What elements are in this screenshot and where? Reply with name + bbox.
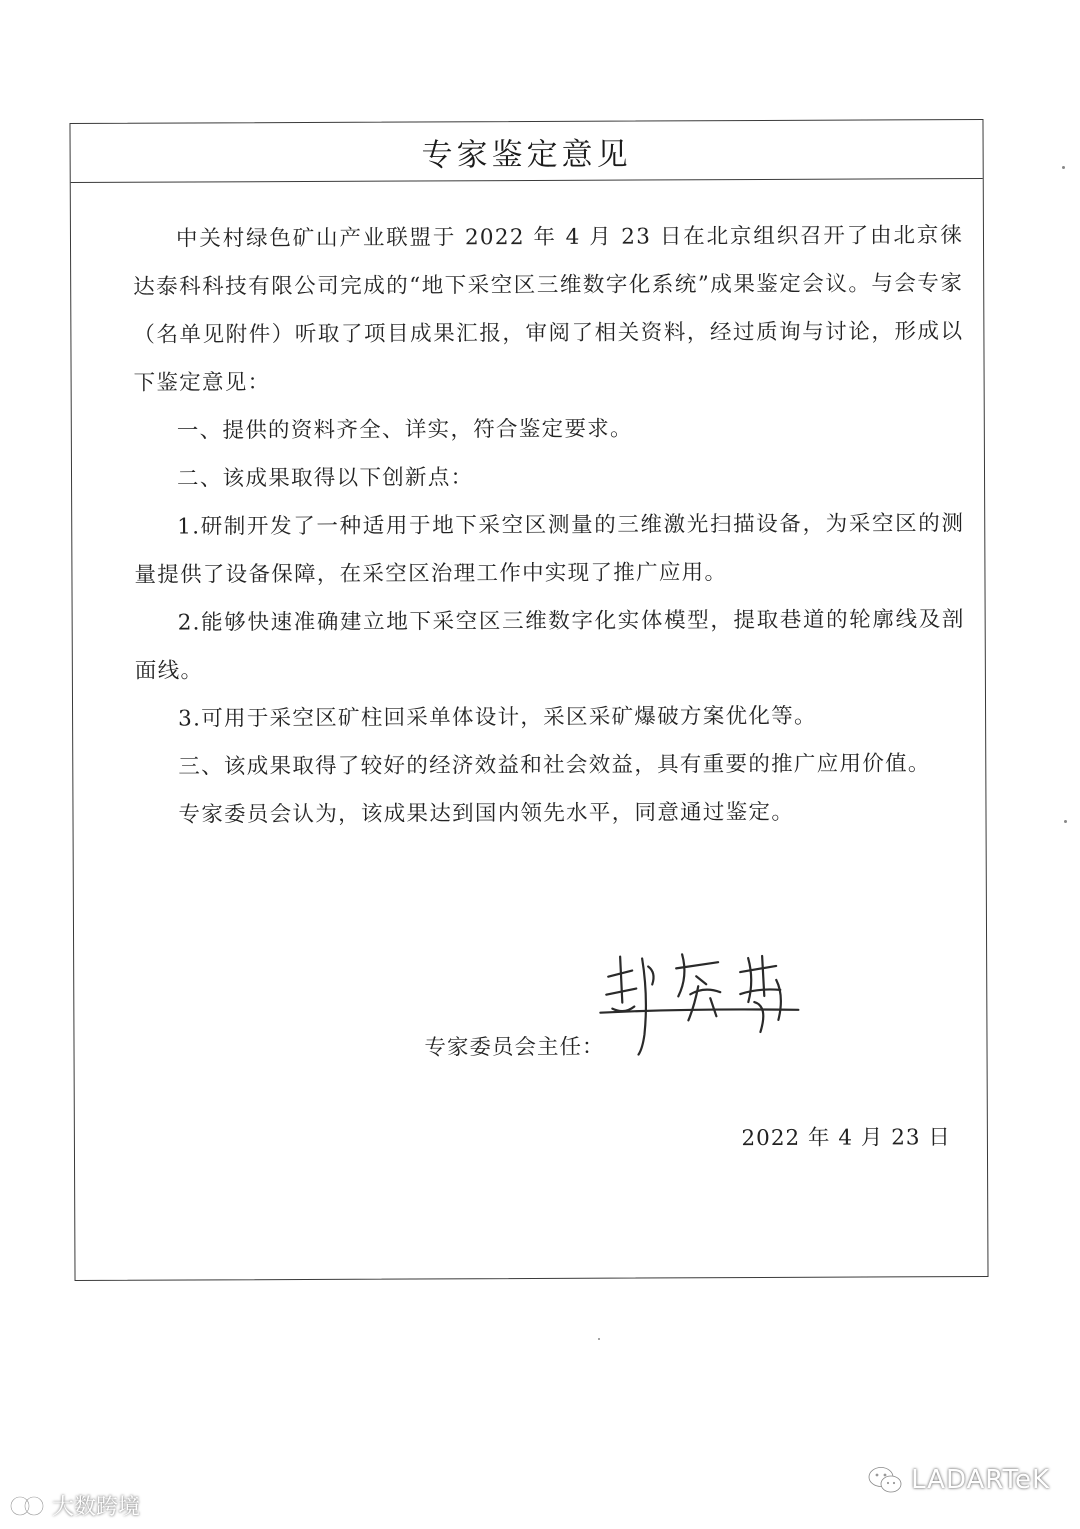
- paragraph-conclusion: 专家委员会认为，该成果达到国内领先水平，同意通过鉴定。: [178, 799, 795, 828]
- paragraph-innovation-3: 3.可用于采空区矿柱回采单体设计，采区采矿爆破方案优化等。: [178, 703, 817, 732]
- document-frame: [69, 119, 988, 1281]
- paragraph-point-2: 二、该成果取得以下创新点：: [176, 465, 474, 492]
- scan-speck: [598, 1338, 600, 1340]
- paragraph-point-1: 一、提供的资料齐全、详实，符合鉴定要求。: [176, 416, 633, 444]
- document-title: 专家鉴定意见: [421, 136, 632, 173]
- paragraph-intro: 中关村绿色矿山产业联盟于 2022 年 4 月 23 日在北京组织召开了由北京徕达泰科科技有限公司完成的“地下采空区三维数字化系统”成果鉴定会议。与会专家（名单见附件）听取了项目成果汇报，审阅了相关资料，经过质询与讨论，形成以下鉴定意见：: [133, 223, 964, 396]
- watermark-left: [10, 1490, 140, 1521]
- wechat-icon: [867, 1465, 903, 1495]
- cross-border-logo-icon: [10, 1493, 46, 1519]
- scan-speck: [1062, 166, 1065, 169]
- paragraph-innovation-2: 2.能够快速准确建立地下采空区三维数字化实体模型，提取巷道的轮廓线及剖面线。: [134, 607, 965, 684]
- watermark-left-text: 大数跨境: [52, 1495, 141, 1520]
- paragraph-point-3: 三、该成果取得了较好的经济效益和社会效益，具有重要的推广应用价值。: [178, 751, 931, 780]
- document-body: [133, 212, 966, 840]
- document-date: 2022 年 4 月 23 日: [741, 1125, 951, 1152]
- signature-label: 专家委员会主任：: [424, 1034, 605, 1061]
- scan-speck: [1064, 820, 1067, 823]
- signature-row: [424, 936, 839, 1068]
- watermark-right-text: LADARTeK: [911, 1465, 1050, 1495]
- title-row: [70, 120, 982, 183]
- paragraph-innovation-1: 1.研制开发了一种适用于地下采空区测量的三维激光扫描设备，为采空区的测量提供了设备保障，在采空区治理工作中实现了推广应用。: [134, 511, 965, 588]
- handwritten-signature: [598, 936, 839, 1067]
- watermark-right: [867, 1465, 1050, 1495]
